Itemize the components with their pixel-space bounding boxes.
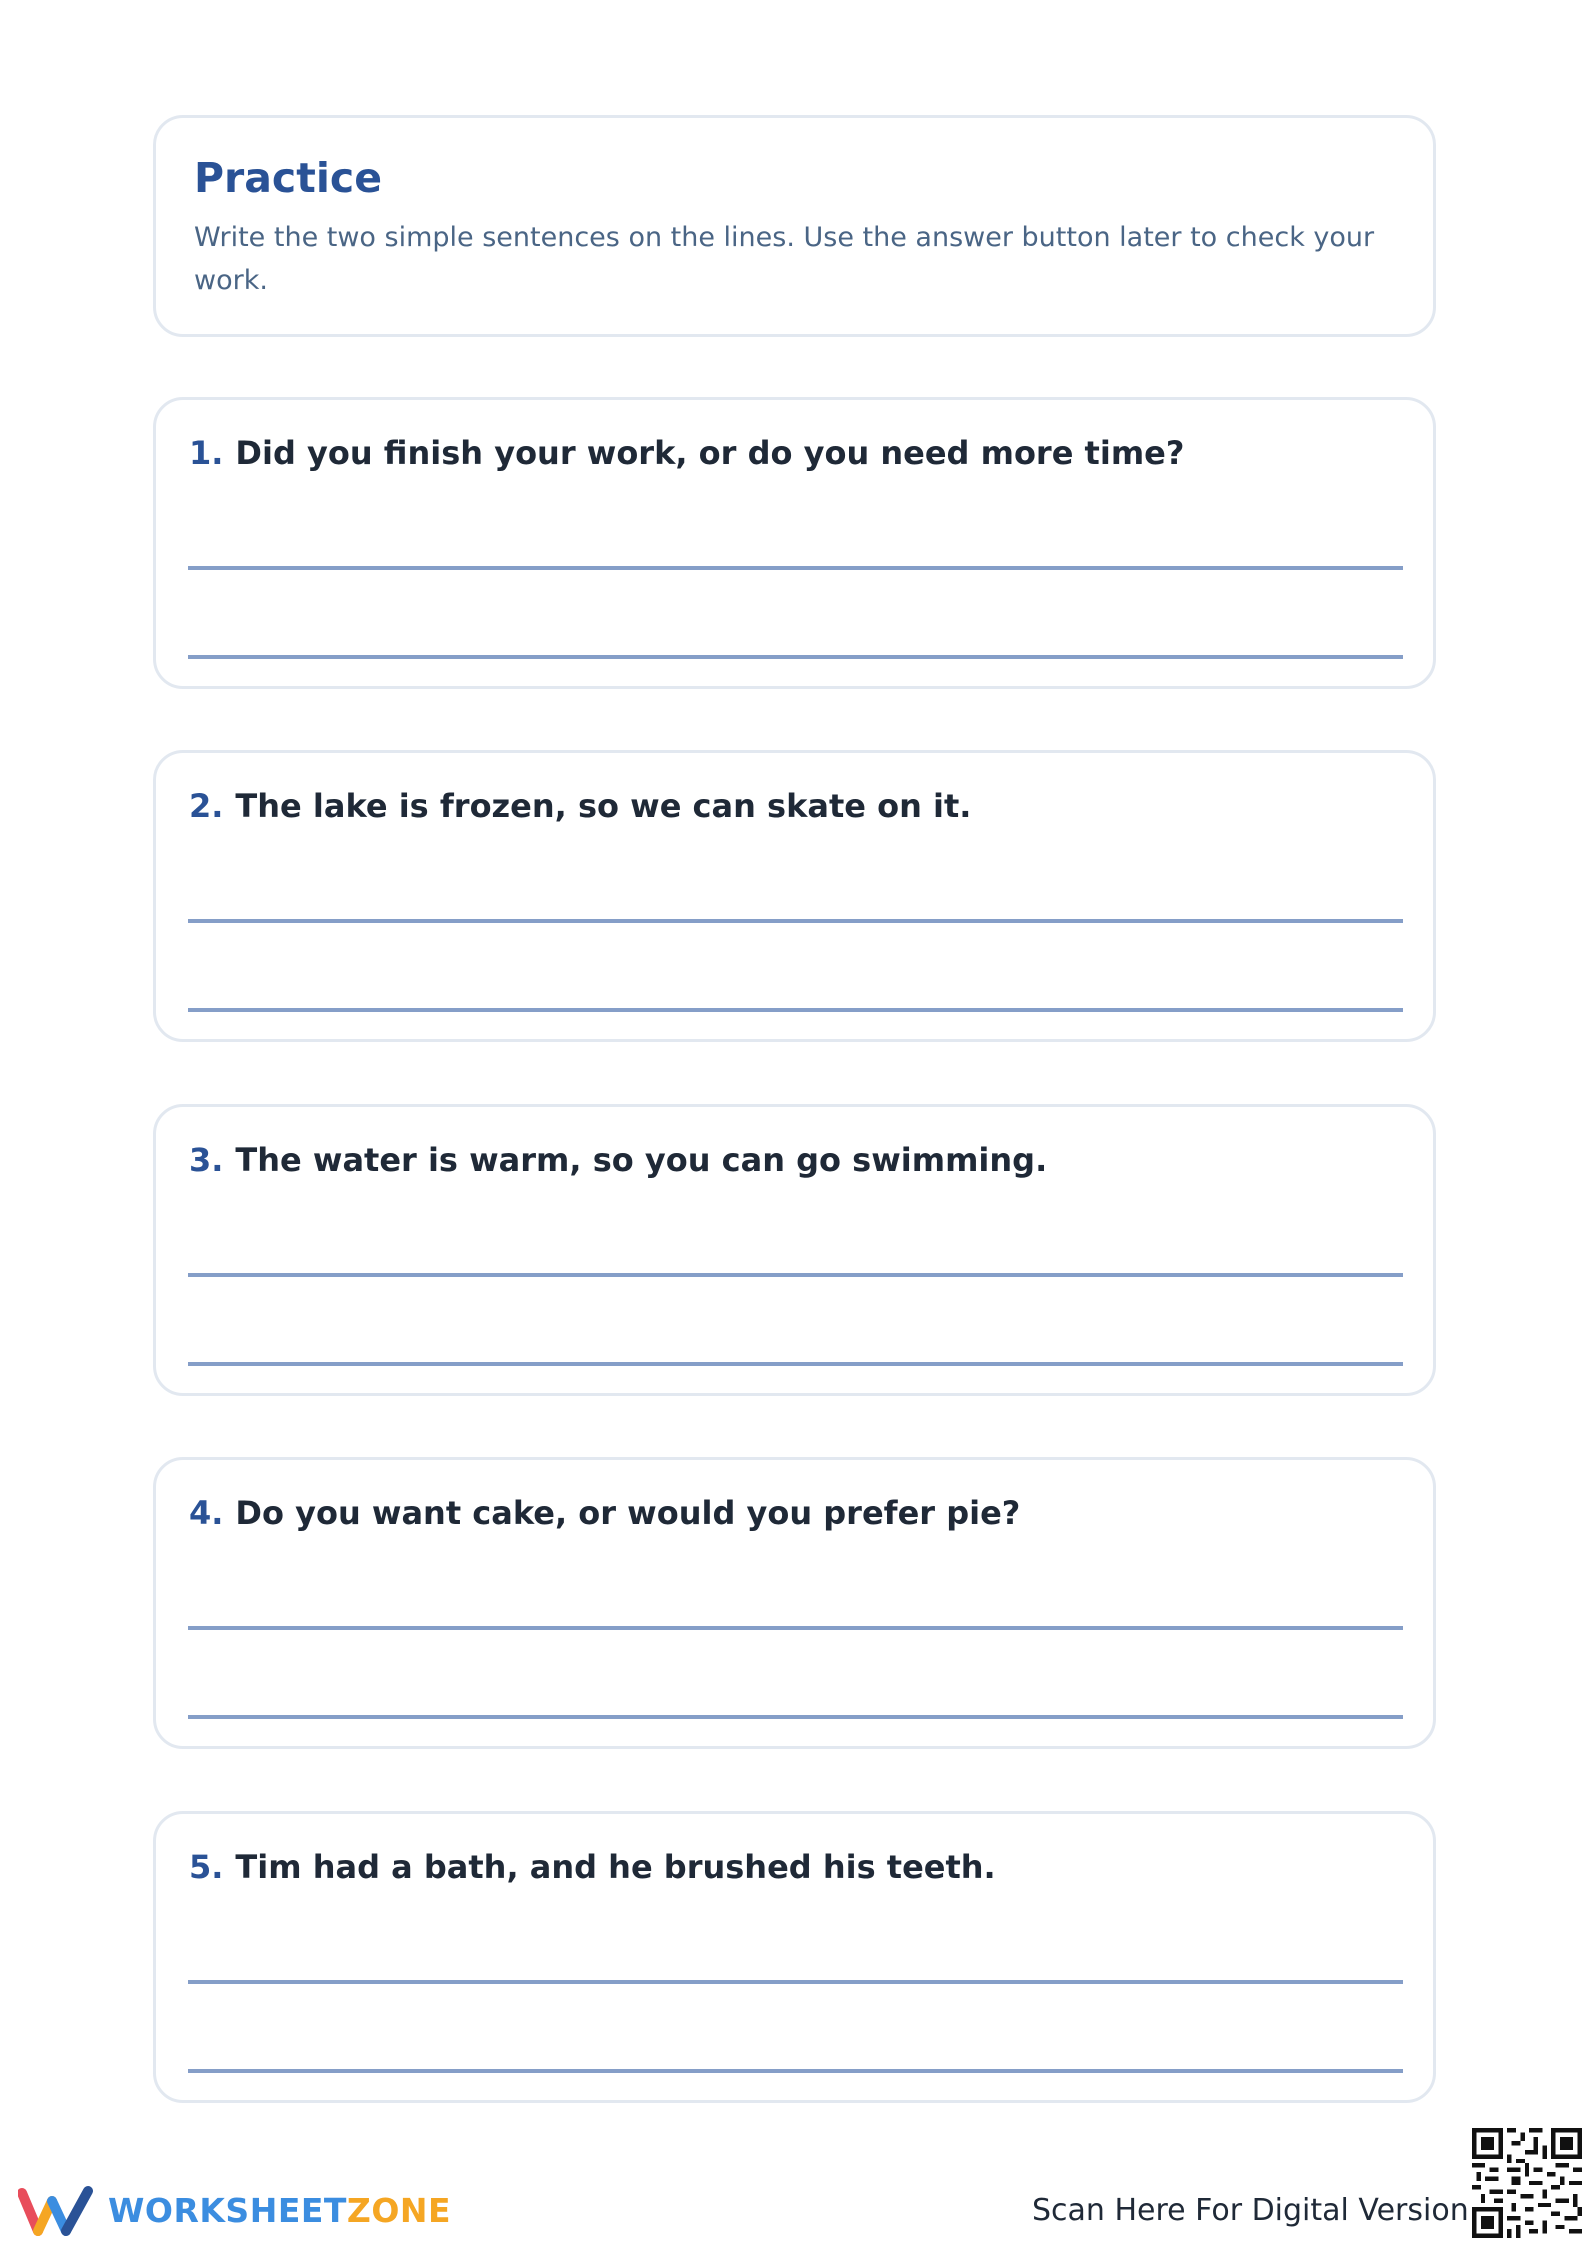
question-prompt [189, 1490, 1020, 1536]
qr-code-icon[interactable] [1472, 2128, 1582, 2238]
brand-name-part2: ZONE [346, 2190, 452, 2230]
answer-line[interactable] [188, 1008, 1403, 1012]
question-prompt [189, 430, 1184, 476]
brand-logo[interactable] [18, 2183, 451, 2237]
question-card-1 [153, 397, 1436, 689]
question-sentence: Did you finish your work, or do you need more time? [235, 434, 1185, 472]
question-sentence: Do you want cake, or would you prefer pie? [235, 1494, 1021, 1532]
answer-line[interactable] [188, 2069, 1403, 2073]
brand-name [108, 2191, 451, 2230]
question-card-2 [153, 750, 1436, 1042]
answer-line[interactable] [188, 566, 1403, 570]
question-number: 3. [189, 1141, 224, 1179]
question-sentence: The lake is frozen, so we can skate on it. [235, 787, 972, 825]
instructions-text: Write the two simple sentences on the lines. Use the answer button later to check your work. [194, 222, 1375, 296]
question-prompt [189, 1844, 996, 1890]
brand-name-part1: WORKSHEET [108, 2190, 347, 2230]
scan-label: Scan Here For Digital Version [1032, 2193, 1469, 2228]
question-sentence: The water is warm, so you can go swimming. [235, 1141, 1048, 1179]
question-number: 2. [189, 787, 224, 825]
answer-line[interactable] [188, 919, 1403, 923]
question-number: 5. [189, 1848, 224, 1886]
question-number: 4. [189, 1494, 224, 1532]
answer-line[interactable] [188, 1626, 1403, 1630]
question-card-4 [153, 1457, 1436, 1749]
question-sentence: Tim had a bath, and he brushed his teeth. [235, 1848, 996, 1886]
page-title: Practice [194, 154, 383, 202]
question-prompt [189, 783, 971, 829]
question-number: 1. [189, 434, 224, 472]
question-card-3 [153, 1104, 1436, 1396]
answer-line[interactable] [188, 1980, 1403, 1984]
worksheetzone-logo-icon [18, 2183, 94, 2237]
intro-card [153, 115, 1436, 337]
answer-line[interactable] [188, 1362, 1403, 1366]
answer-line[interactable] [188, 1273, 1403, 1277]
question-card-5 [153, 1811, 1436, 2103]
question-prompt [189, 1137, 1047, 1183]
answer-line[interactable] [188, 655, 1403, 659]
answer-line[interactable] [188, 1715, 1403, 1719]
